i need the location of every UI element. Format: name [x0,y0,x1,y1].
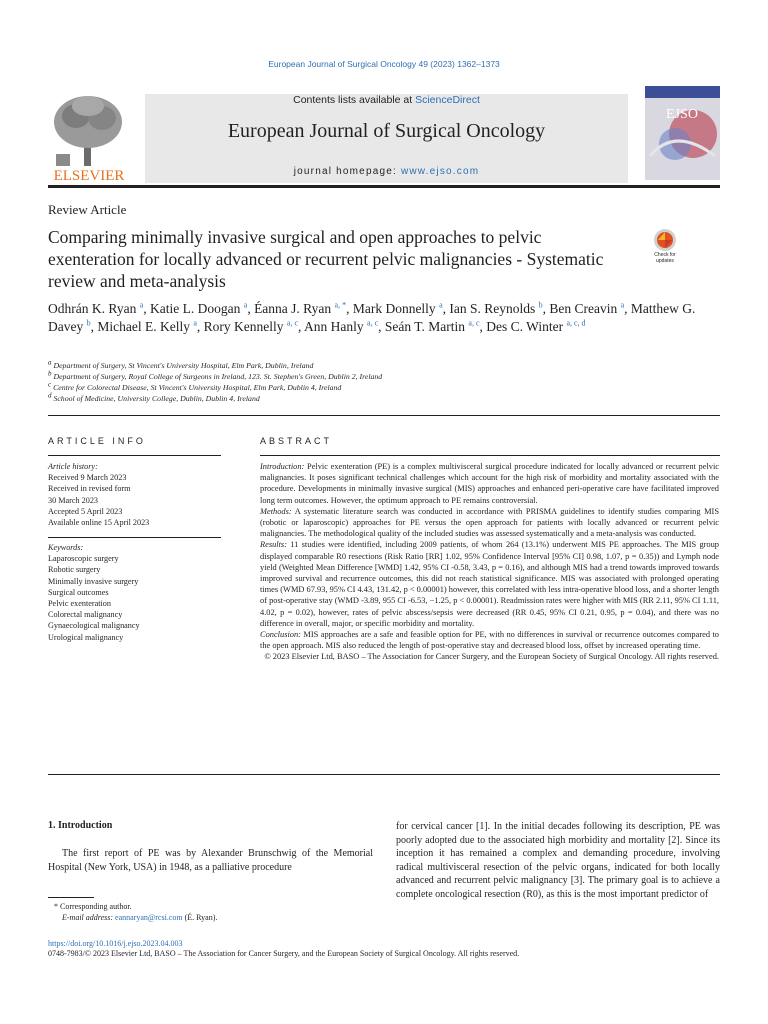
author-name[interactable]: Michael E. Kelly [97,319,190,334]
abstract-section-label: Introduction: [260,462,305,471]
author-affiliation-marker[interactable]: a, * [334,300,347,310]
author[interactable] [385,319,480,334]
author-name[interactable]: Seán T. Martin [384,319,466,334]
author[interactable] [97,319,197,334]
abstract-section-text: 11 studies were identified, including 2009 patients, of whom 264 (13.1%) underwent MIS PE approaches. The MIS group displayed comparable R0 resections (Risk Ratio [RR] 1.02, 95% Confidence Interval [95% CI] 0.98, 1.07, p = 0.35)) and Lymph node yield (Weighted Mean Difference [WMD] 1.42, 95% CI -0.58, 3.43, p = 0.16), and although MIS had a trend towards improved towards improved survival and recurrence outcomes, this did not reach statistical significance. MIS was associated with prolonged operating times (WMD 67.93, 95% CI 4.43, 131.42, p < 0.00001) however, this correlated with less intra-operative blood loss, and a shorter length of post-operative stay (WMD -3.89, 955 CI -6.53, −1.25, p < 0.00001). Readmission rates were higher with MIS (RR 2.11, 95% CI 1.11, 4.02, p = 0.02), however, rates of pelvic abscess/sepsis were decreased (RR 0.45, 95% CI 0.21, 0.95, p = 0.04), and there was no difference in overall, major, or specific morbidity and mortality. [260,540,719,628]
author-name[interactable]: Odhrán K. Ryan [48,301,137,316]
author[interactable] [449,301,542,316]
history-entry: 30 March 2023 [48,495,99,505]
email-link[interactable]: eannaryan@rcsi.com [115,913,183,922]
author-affiliation-marker[interactable]: a [439,300,443,310]
journal-homepage: journal homepage: www.ejso.com [293,166,480,177]
abstract-copyright: © 2023 Elsevier Ltd, BASO – The Association for Cancer Surgery, and the European Society of Surgical Oncology. All rights reserved. [264,652,719,662]
affiliation-marker: b [48,369,52,378]
corresponding-author-note: * Corresponding author. [54,902,132,911]
abstract-section-text: A systematic literature search was conducted in accordance with PRISMA guidelines to identify studies comparing MIS (robotic or laparoscopic) approaches for PE versus the open approach for patients with locally advanced or recurrent pelvic malignancies. The methodological quality of the included studies was assessed systematically and a meta-analysis was conducted. [260,506,719,539]
introduction-heading: 1. Introduction [48,820,113,831]
introduction-left-column: The first report of PE was by Alexander Brunschwig of the Memorial Hospital (New York, USA) in 1948, as a palliative procedure [48,848,373,873]
author-name[interactable]: Mark Donnelly [352,301,436,316]
affiliation-text: School of Medicine, University College, Dublin, Dublin 4, Ireland [53,394,260,403]
article-history [48,461,221,528]
author-name[interactable]: Ian S. Reynolds [449,301,536,316]
journal-reference[interactable]: European Journal of Surgical Oncology 49 (2023) 1362–1373 [268,59,500,69]
contents-line: Contents lists available at ScienceDirect [293,94,480,106]
history-list [48,472,221,528]
affiliation [48,371,720,382]
keyword[interactable]: Urological malignancy [48,632,124,642]
article-title: Comparing minimally invasive surgical and open approaches to pelvic exenteration for locally advanced or recurrent pelvic malignancies - Systematic review and meta-analysis [48,227,604,291]
keyword[interactable]: Robotic surgery [48,565,101,575]
section-divider [48,415,720,416]
journal-cover-thumbnail [645,86,720,180]
author-affiliation-marker[interactable]: a, c [286,318,299,328]
abstract-rule [260,455,720,456]
author[interactable] [304,319,378,334]
author[interactable] [549,301,624,316]
author[interactable] [486,319,585,334]
affiliation [48,393,720,404]
author-name[interactable]: Éanna J. Ryan [254,301,332,316]
affiliation-text: Department of Surgery, St Vincent's University Hospital, Elm Park, Dublin, Ireland [53,361,314,370]
corresponding-footnote: * Corresponding author. E-mail address: eannaryan@rcsi.com (É. Ryan). [48,901,378,923]
affiliation-text: Department of Surgery, Royal College of Surgeons in Ireland, 123. St. Stephen's Green, Dublin 2, Ireland [53,372,383,381]
keyword[interactable]: Laparoscopic surgery [48,554,119,564]
keywords-rule [48,537,221,538]
abstract-body [260,461,719,663]
author-name[interactable]: Des C. Winter [486,319,564,334]
author-affiliation-marker[interactable]: a [193,318,197,328]
affiliation [48,360,720,371]
crossmark-label[interactable]: Check for updates [654,252,676,264]
footnote-rule [48,897,94,898]
doi-link[interactable]: https://doi.org/10.1016/j.ejso.2023.04.003 [48,939,183,948]
history-label: Article history: [48,462,98,471]
author-affiliation-marker[interactable]: a, c [367,318,379,328]
affiliation-marker: a [48,358,52,367]
author-affiliation-marker[interactable]: b [538,300,543,310]
author-list: Odhrán K. Ryan $^a$, Katie L. Doogan $^a$, Éanna J. Ryan $^{a, *}$, Mark Donnelly $^a$, Ian S. Reynolds $^b$, Ben Creavin $^a$, Matthew G. Davey $^b$, Michael E. Kelly $^a$, Rory Kennelly $^{a, c}$, Ann Hanly $^{a, c}$, Seán T. Martin $^{a, c}$, Des C. Winter $^{a, c, d}$ [48,300,696,334]
keyword[interactable]: Colorectal malignancy [48,610,123,620]
keyword-list [48,553,221,643]
author[interactable] [353,301,443,316]
history-entry: Available online 15 April 2023 [48,518,150,528]
author[interactable] [48,301,143,316]
author-name[interactable]: Katie L. Doogan [150,301,241,316]
journal-title: European Journal of Surgical Oncology [227,120,546,142]
abstract-heading: ABSTRACT [260,436,333,446]
author-affiliation-marker[interactable]: a [620,300,625,310]
author-affiliation-marker[interactable]: a, c [468,318,480,328]
author[interactable] [150,301,247,316]
history-entry: Accepted 5 April 2023 [48,506,123,516]
author-affiliation-marker[interactable]: a [243,300,248,310]
abstract-section [260,539,719,629]
author-name[interactable]: Ann Hanly [304,319,364,334]
abstract-section-label: Conclusion: [260,630,301,640]
header-rule [48,185,720,188]
author-affiliation-marker[interactable]: b [86,318,91,328]
affiliation-list [48,360,720,404]
abstract-section [260,461,719,506]
affiliation-marker: d [48,391,52,400]
abstract-section-text: Pelvic exenteration (PE) is a complex multivisceral surgical procedure indicated for locally advanced or recurrent pelvic malignancies. It poses significant technical challenges which account for the high risk of morbidity and mortality associated with the procedure. Developments in minimally invasive surgical (MIS) approaches and enhanced peri-operative care have facilitated improved long term outcomes. However, the optimum approach to PE remains controversial. [260,462,720,505]
abstract-end-rule [48,774,720,775]
elsevier-wordmark: ELSEVIER [53,168,125,184]
author-affiliation-marker[interactable]: a, c, d [566,318,586,328]
svg-text:EJSO: EJSO [666,107,698,122]
author-affiliation-marker[interactable]: a [139,300,144,310]
author[interactable] [204,319,298,334]
author[interactable] [254,301,346,316]
keyword[interactable]: Gynaecological malignancy [48,621,140,631]
abstract-section-label: Methods: [260,506,292,516]
abstract-section [260,629,719,651]
article-info-rule [48,455,221,456]
abstract-section-text: MIS approaches are a safe and feasible option for PE, with no differences in survival or recurrence outcomes compared to the open approach. MIS also reduced the length of post-operative stay and decreased blood loss, offset by increased operating time. [260,630,719,651]
keyword[interactable]: Pelvic exenteration [48,599,111,609]
abstract-section-label: Results: [260,540,287,550]
history-entry: Received 9 March 2023 [48,473,127,483]
affiliation-marker: c [48,380,52,389]
introduction-right-column: for cervical cancer [1]. In the initial decades following its description, PE was poorly adopted due to the associated high morbidity and mortality [2]. Since its inception it has remained a complex and demanding procedure, involving radical multivisceral resection of the pelvic organs, indicated for both locally advanced and recurrent pelvic malignancy [3]. The primary goal is to achieve a complete oncological resection (R0), as this is the most important predictor of [396,821,720,900]
author-name[interactable]: Ben Creavin [549,301,618,316]
history-entry: Received in revised form [48,484,131,494]
keyword[interactable]: Minimally invasive surgery [48,576,139,586]
author-name[interactable]: Rory Kennelly [203,319,284,334]
journal-homepage-link[interactable]: www.ejso.com [400,166,480,177]
affiliation [48,382,720,393]
author-name[interactable]: Matthew G. Davey [48,301,696,334]
keyword[interactable]: Surgical outcomes [48,587,109,597]
elsevier-logo [48,92,130,184]
issn-copyright-line: 0748-7983/© 2023 Elsevier Ltd, BASO – The Association for Cancer Surgery, and the European Society of Surgical Oncology. All rights reserved. [48,949,520,958]
article-info-heading: ARTICLE INFO [48,436,146,446]
sciencedirect-link[interactable]: ScienceDirect [415,94,480,106]
affiliation-text: Centre for Colorectal Disease, St Vincent's University Hospital, Elm Park, Dublin 4, Ireland [53,383,342,392]
keywords-block [48,542,221,643]
article-type: Review Article [48,202,127,217]
keywords-label: Keywords: [48,543,84,552]
abstract-section [260,506,719,540]
